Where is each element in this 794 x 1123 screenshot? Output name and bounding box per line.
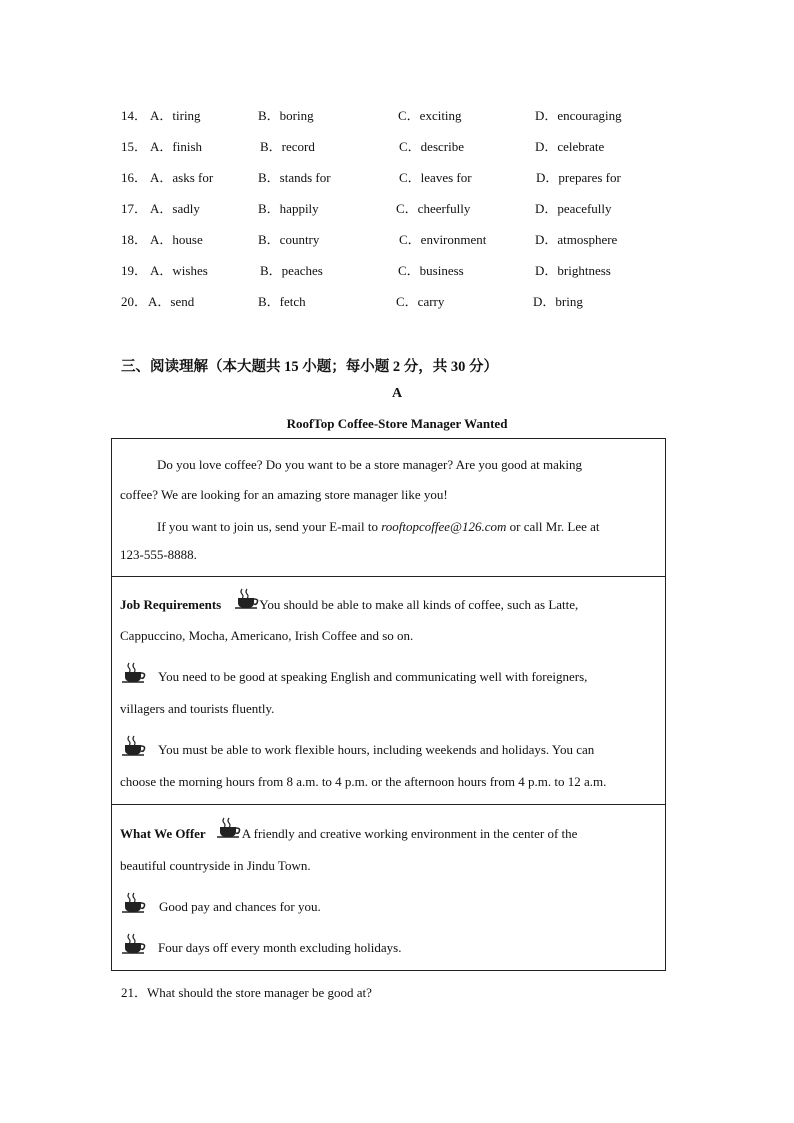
contact-phone: 123-555-8888. — [120, 547, 197, 562]
option-a: A．send — [148, 294, 195, 309]
coffee-cup-icon — [215, 816, 243, 840]
option-d: D．encouraging — [535, 108, 622, 123]
option-row-15 — [0, 136, 794, 156]
option-a: A．house — [150, 232, 203, 247]
option-a: A．tiring — [150, 108, 201, 123]
option-d: D．brightness — [535, 263, 611, 278]
job-requirements-box — [111, 576, 666, 805]
option-b: B．stands for — [258, 170, 331, 185]
option-c: C．leaves for — [399, 170, 472, 185]
coffee-cup-icon — [120, 661, 148, 685]
offer-1-text: A friendly and creative working environment in the center of the — [241, 826, 578, 841]
option-d: D．celebrate — [535, 139, 605, 154]
option-row-14 — [0, 105, 794, 125]
option-b: B．record — [260, 139, 315, 154]
option-d: D．atmosphere — [535, 232, 618, 247]
option-row-19 — [0, 260, 794, 280]
coffee-cup-icon — [120, 891, 148, 915]
option-c: C．exciting — [398, 108, 462, 123]
question-number: 20． — [121, 294, 148, 309]
requirement-2-line-2: villagers and tourists fluently. — [120, 701, 275, 716]
section-title: 三、阅读理解（本大题共 15 小题；每小题 2 分，共 30 分） — [121, 359, 498, 375]
intro-line-3-start: If you want to join us, send your E-mail to — [157, 519, 382, 534]
question-number: 14． — [121, 108, 148, 123]
option-c: C．describe — [399, 139, 464, 154]
offer-1-line-2: beautiful countryside in Jindu Town. — [120, 858, 311, 873]
requirement-2-line-1: You need to be good at speaking English and communicating well with foreigners, — [158, 669, 588, 684]
option-a: A．wishes — [150, 263, 208, 278]
option-a: A．asks for — [150, 170, 214, 185]
option-row-16 — [0, 167, 794, 187]
requirement-1-line-2: Cappuccino, Mocha, Americano, Irish Coffee and so on. — [120, 628, 414, 643]
intro-line-1: Do you love coffee? Do you want to be a store manager? Are you good at making — [157, 457, 583, 472]
option-d: D．prepares for — [536, 170, 621, 185]
requirements-heading: Job Requirements — [120, 597, 222, 612]
offer-line-1 — [120, 826, 577, 842]
option-b: B．country — [258, 232, 320, 247]
option-b: B．fetch — [258, 294, 306, 309]
question-number: 16． — [121, 170, 148, 185]
option-c: C．business — [398, 263, 464, 278]
ad-title: RoofTop Coffee-Store Manager Wanted — [286, 416, 508, 431]
requirement-1-text: You should be able to make all kinds of coffee, such as Latte, — [259, 597, 579, 612]
requirement-3-line-1: You must be able to work flexible hours, including weekends and holidays. You can — [158, 742, 595, 757]
question-number: 15． — [121, 139, 148, 154]
option-d: D．peacefully — [535, 201, 612, 216]
contact-email[interactable]: rooftopcoffee@126.com — [381, 519, 507, 534]
intro-line-3-end: or call Mr. Lee at — [506, 519, 600, 534]
option-b: B．boring — [258, 108, 314, 123]
ad-intro-box — [111, 438, 666, 577]
option-b: B．peaches — [260, 263, 323, 278]
option-row-20 — [0, 291, 794, 311]
offer-3-text: Four days off every month excluding holidays. — [158, 940, 402, 955]
coffee-cup-icon — [120, 932, 148, 956]
what-we-offer-box — [111, 804, 666, 971]
offer-2-text: Good pay and chances for you. — [159, 899, 321, 914]
option-d: D．bring — [533, 294, 583, 309]
option-row-18 — [0, 229, 794, 249]
option-c: C．cheerfully — [396, 201, 471, 216]
passage-label: A — [391, 386, 403, 401]
coffee-cup-icon — [120, 734, 148, 758]
option-c: C．environment — [399, 232, 487, 247]
question-number: 19． — [121, 263, 148, 278]
intro-line-2: coffee? We are looking for an amazing store manager like you! — [120, 487, 448, 502]
intro-line-3 — [157, 519, 600, 535]
requirements-line-1 — [120, 597, 578, 613]
requirement-3-line-2: choose the morning hours from 8 a.m. to 4 p.m. or the afternoon hours from 4 p.m. to 12 a.m. — [120, 774, 607, 789]
option-c: C．carry — [396, 294, 445, 309]
question-number: 17． — [121, 201, 148, 216]
option-a: A．sadly — [150, 201, 200, 216]
question-21: 21．What should the store manager be good at? — [121, 985, 372, 1000]
option-row-17 — [0, 198, 794, 218]
option-a: A．finish — [150, 139, 203, 154]
coffee-cup-icon — [233, 587, 261, 611]
offer-heading: What We Offer — [120, 826, 206, 841]
option-b: B．happily — [258, 201, 319, 216]
question-number: 18． — [121, 232, 148, 247]
